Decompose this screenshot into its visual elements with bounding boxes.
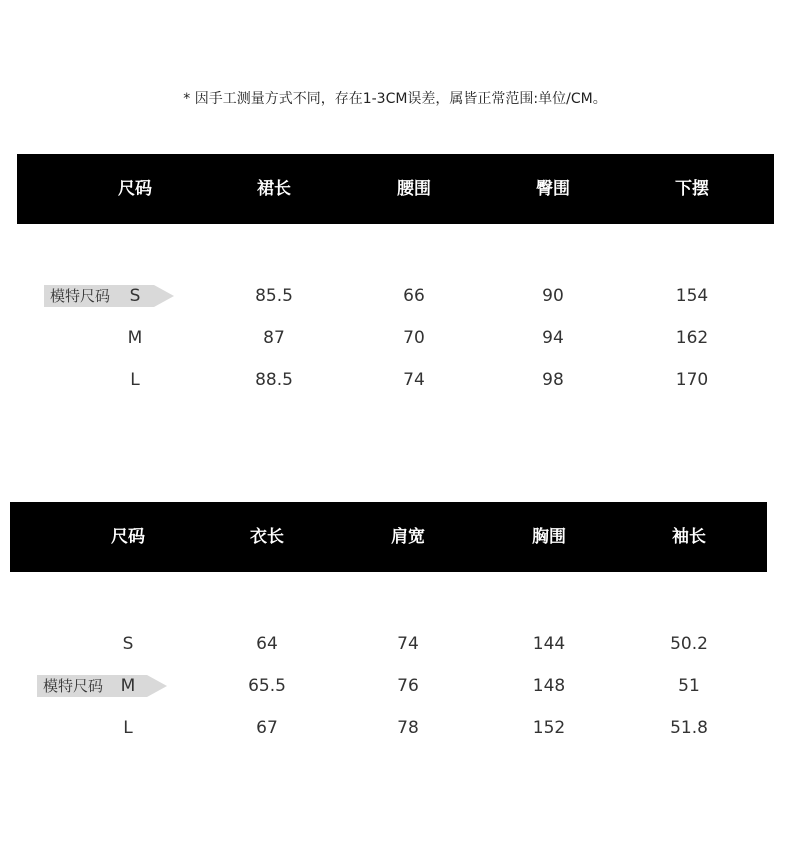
value-cell: 88.5 — [255, 370, 293, 390]
table2-header — [10, 502, 767, 572]
table1-header — [17, 154, 774, 224]
value-cell: 74 — [397, 634, 419, 654]
value-cell: 64 — [256, 634, 278, 654]
table-row — [0, 716, 790, 740]
value-cell: 170 — [675, 370, 709, 390]
table1-header-skirt-length: 裙长 — [257, 179, 291, 199]
table2-header-sleeve: 袖长 — [672, 527, 706, 547]
table-row — [0, 674, 790, 698]
table1-header-hip: 臀围 — [536, 179, 570, 199]
table-row — [0, 368, 790, 392]
value-cell: 50.2 — [670, 634, 708, 654]
table2-header-chest: 胸围 — [532, 527, 566, 547]
value-cell: 90 — [542, 286, 564, 306]
value-cell: 87 — [263, 328, 285, 348]
size-cell: S — [122, 634, 134, 654]
value-cell: 154 — [675, 286, 709, 306]
measurement-note: * 因手工测量方式不同，存在1-3CM误差，属皆正常范围:单位/CM。 — [183, 91, 607, 107]
table2-header-size: 尺码 — [111, 527, 145, 547]
value-cell: 65.5 — [248, 676, 286, 696]
value-cell: 78 — [397, 718, 419, 738]
table1-header-size: 尺码 — [118, 179, 152, 199]
table-row — [0, 632, 790, 656]
table-row — [0, 284, 790, 308]
value-cell: 51.8 — [670, 718, 708, 738]
value-cell: 51 — [678, 676, 700, 696]
value-cell: 144 — [532, 634, 566, 654]
size-cell: M — [127, 328, 143, 348]
value-cell: 66 — [403, 286, 425, 306]
value-cell: 162 — [675, 328, 709, 348]
value-cell: 74 — [403, 370, 425, 390]
value-cell: 94 — [542, 328, 564, 348]
size-cell: L — [130, 370, 140, 390]
table1-header-hem: 下摆 — [675, 179, 709, 199]
value-cell: 148 — [532, 676, 566, 696]
value-cell: 70 — [403, 328, 425, 348]
table2-header-top-length: 衣长 — [250, 527, 284, 547]
size-cell: M — [120, 676, 136, 696]
table1-header-waist: 腰围 — [397, 179, 431, 199]
model-size-tag: 模特尺码 — [37, 675, 147, 697]
value-cell: 152 — [532, 718, 566, 738]
table2-header-shoulder: 肩宽 — [391, 527, 425, 547]
table-row — [0, 326, 790, 350]
model-size-tag: 模特尺码 — [44, 285, 154, 307]
size-cell: L — [123, 718, 133, 738]
size-cell: S — [129, 286, 141, 306]
value-cell: 85.5 — [255, 286, 293, 306]
value-cell: 67 — [256, 718, 278, 738]
value-cell: 76 — [397, 676, 419, 696]
value-cell: 98 — [542, 370, 564, 390]
